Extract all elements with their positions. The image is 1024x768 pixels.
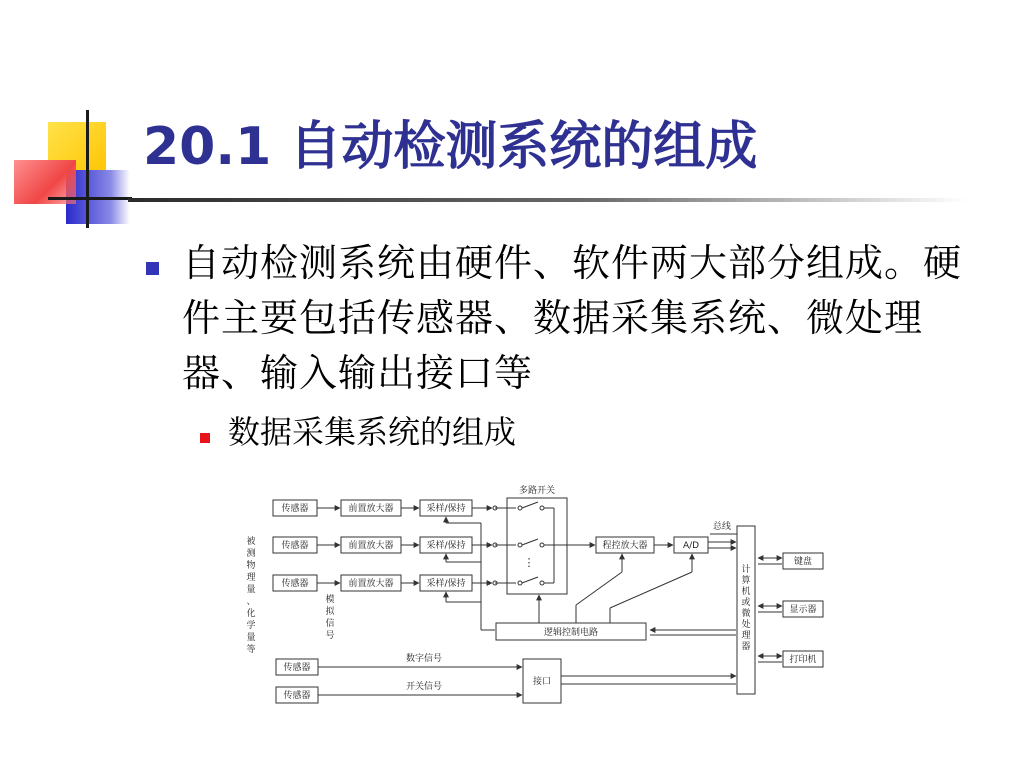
mux-box [507,498,567,594]
computer-label-char: 计 [741,565,751,575]
bullet-sub-text: 数据采集系统的组成 [228,413,517,451]
measured-quantity-char: 被 [246,537,256,547]
computer-label [741,563,750,652]
deco-vertical-line [86,110,89,228]
deco-horizontal-line [48,197,132,200]
pga-label: 程控放大器 [602,541,648,551]
sub-bullet-marker [200,433,210,443]
mux-label: 多路开关 [518,486,556,496]
adc-label: A/D [682,541,700,551]
measured-quantity-char: 化 [246,609,256,619]
printer-label: 打印机 [789,655,817,665]
analog-signal-char: 拟 [325,607,335,617]
sample-hold-label-3: 采样/保持 [426,579,466,589]
sample-hold-label-2: 采样/保持 [426,541,466,551]
measured-quantity-label [246,535,255,655]
measured-quantity-char: 、 [246,597,256,607]
switch-signal-label: 开关信号 [405,682,443,692]
measured-quantity-char: 物 [246,561,256,571]
measured-quantity-char: 学 [246,621,256,631]
analog-signal-char: 模 [325,595,335,605]
sensor-label-1: 传感器 [281,504,309,514]
analog-signal-char: 信 [325,619,335,629]
measured-quantity-char: 理 [246,573,256,583]
keyboard-label: 键盘 [793,557,813,567]
measured-quantity-char: 量 [246,633,256,643]
measured-quantity-char: 测 [246,549,256,559]
sensor-label-4: 传感器 [283,663,311,673]
computer-label-char: 处 [741,620,751,630]
preamp-label-3: 前置放大器 [348,579,394,589]
sensor-label-2: 传感器 [281,541,309,551]
computer-label-char: 微 [741,609,751,619]
logic-control-label: 逻辑控制电路 [543,628,599,638]
bullet-marker [146,262,159,275]
title-underline [128,198,968,202]
computer-label-char: 理 [741,631,751,641]
preamp-label-1: 前置放大器 [348,504,394,514]
sample-hold-label-1: 采样/保持 [426,504,466,514]
data-acquisition-diagram [240,480,840,720]
bullet-main-text: 自动检测系统由硬件、软件两大部分组成。硬件主要包括传感器、数据采集系统、微处理器、输入输出接口等 [182,241,963,395]
preamp-label-2: 前置放大器 [348,541,394,551]
display-label: 显示器 [789,605,817,615]
sensor-label-3: 传感器 [281,579,309,589]
analog-signal-label [325,593,335,641]
computer-label-char: 或 [741,598,751,608]
sensor-label-5: 传感器 [283,691,311,701]
computer-label-char: 器 [741,642,751,652]
analog-signal-char: 号 [325,631,335,641]
digital-signal-label: 数字信号 [405,654,443,664]
bus-label: 总线 [712,522,732,532]
measured-quantity-char: 等 [246,645,256,655]
measured-quantity-char: 量 [246,585,256,595]
slide-title: 20.1 自动检测系统的组成 [143,117,758,177]
interface-label: 接口 [532,677,552,687]
computer-label-char: 机 [741,587,751,597]
computer-label-char: 算 [741,576,751,586]
mux-dots: ⋮ [523,556,535,569]
